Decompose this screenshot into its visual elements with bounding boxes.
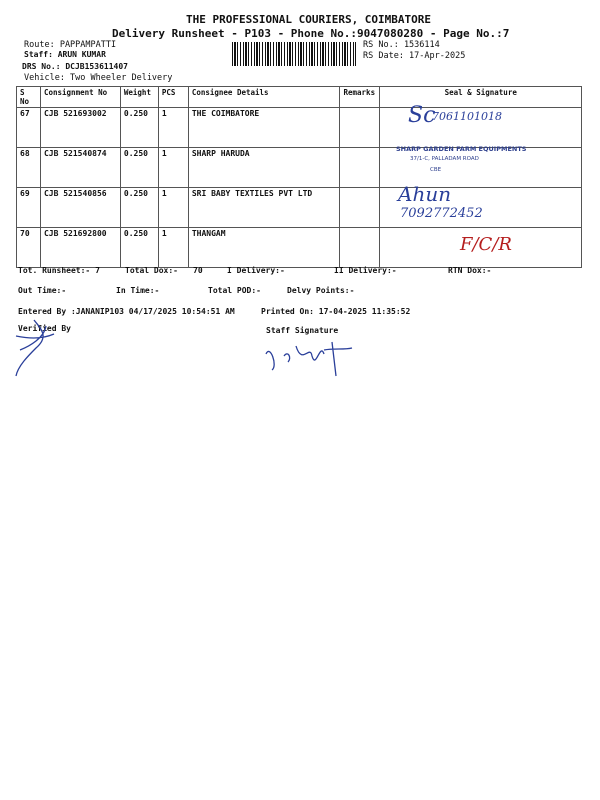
table-row	[17, 148, 582, 188]
row-remarks	[340, 108, 380, 148]
staff-signature-label: Staff Signature	[266, 326, 339, 335]
row-pcs: 1	[158, 228, 188, 268]
row-weight: 0.250	[120, 108, 158, 148]
row-consignee: THANGAM	[188, 228, 340, 268]
row-remarks	[340, 188, 380, 228]
total-dox-label: Total Dox:-	[125, 266, 178, 275]
col-weight-header: Weight	[120, 87, 158, 108]
stamp-line2: 37/1-C, PALLADAM ROAD	[410, 156, 479, 162]
total-dox-value: 70	[193, 266, 203, 275]
row-weight: 0.250	[120, 228, 158, 268]
route-label: Route: PAPPAMPATTI	[24, 40, 117, 50]
row-pcs: 1	[158, 148, 188, 188]
signature-row1: Sc	[408, 103, 436, 128]
row-remarks	[340, 148, 380, 188]
row-sno: 69	[17, 188, 41, 228]
delvy-points-label: Delvy Points:-	[287, 286, 355, 295]
row-consignee: SRI BABY TEXTILES PVT LTD	[188, 188, 340, 228]
row-weight: 0.250	[120, 148, 158, 188]
entered-by: Entered By :JANANIP103 04/17/2025 10:54:51 AM	[18, 307, 235, 316]
row-sno: 70	[17, 228, 41, 268]
rs-number: RS No.: 1536114	[363, 40, 440, 50]
staff-signature-scribble	[262, 336, 358, 380]
vehicle-label: Vehicle: Two Wheeler Delivery	[24, 73, 173, 83]
rs-date: RS Date: 17-Apr-2025	[363, 51, 466, 61]
row-consignment: CJB 521692800	[40, 228, 120, 268]
signature-row3: Ahun	[398, 182, 452, 206]
row-weight: 0.250	[120, 188, 158, 228]
total-runsheet: Tot. Runsheet:- 7	[18, 266, 100, 275]
table-row	[17, 188, 582, 228]
table-header-row	[17, 87, 582, 108]
stamp-line1: SHARP GARDEN FARM EQUIPMENTS	[396, 145, 527, 153]
verified-signature-scribble	[10, 316, 60, 378]
row3-phone-note: 7092772452	[400, 206, 483, 221]
row-consignment: CJB 521693002	[40, 108, 120, 148]
row-pcs: 1	[158, 188, 188, 228]
barcode	[232, 42, 356, 66]
out-time-label: Out Time:-	[18, 286, 67, 295]
rtn-dox-label: RTN Dox:-	[448, 266, 492, 275]
row-consignee: THE COIMBATORE	[188, 108, 340, 148]
row-consignee: SHARP HARUDA	[188, 148, 340, 188]
col-pcs-header: PCS	[158, 87, 188, 108]
col-consignee-header: Consignee Details	[188, 87, 340, 108]
row-remarks	[340, 228, 380, 268]
verified-by-label: Verified By	[18, 324, 71, 333]
i-delivery-label: I Delivery:-	[227, 266, 285, 275]
col-sno-header: S No	[17, 87, 41, 108]
row-consignment: CJB 521540874	[40, 148, 120, 188]
col-remarks-header: Remarks	[340, 87, 380, 108]
company-title: THE PROFESSIONAL COURIERS, COIMBATORE	[186, 13, 432, 26]
row-sno: 68	[17, 148, 41, 188]
row-sno: 67	[17, 108, 41, 148]
total-pod-label: Total POD:-	[208, 286, 261, 295]
drs-number: DRS No.: DCJB153611407	[22, 62, 128, 71]
in-time-label: In Time:-	[116, 286, 160, 295]
row4-note: F/C/R	[460, 234, 512, 255]
staff-label: Staff: ARUN KUMAR	[24, 50, 106, 59]
printed-on: Printed On: 17-04-2025 11:35:52	[261, 307, 411, 316]
row1-phone-note: 7061101018	[432, 110, 502, 123]
col-consignment-header: Consignment No	[40, 87, 120, 108]
row-consignment: CJB 521540856	[40, 188, 120, 228]
col-seal-header: Seal & Signature	[380, 87, 582, 108]
stamp-line3: CBE	[430, 167, 442, 173]
runsheet-title: Delivery Runsheet - P103 - Phone No.:9047080280 - Page No.:7	[112, 27, 510, 40]
ii-delivery-label: II Delivery:-	[334, 266, 397, 275]
row-pcs: 1	[158, 108, 188, 148]
